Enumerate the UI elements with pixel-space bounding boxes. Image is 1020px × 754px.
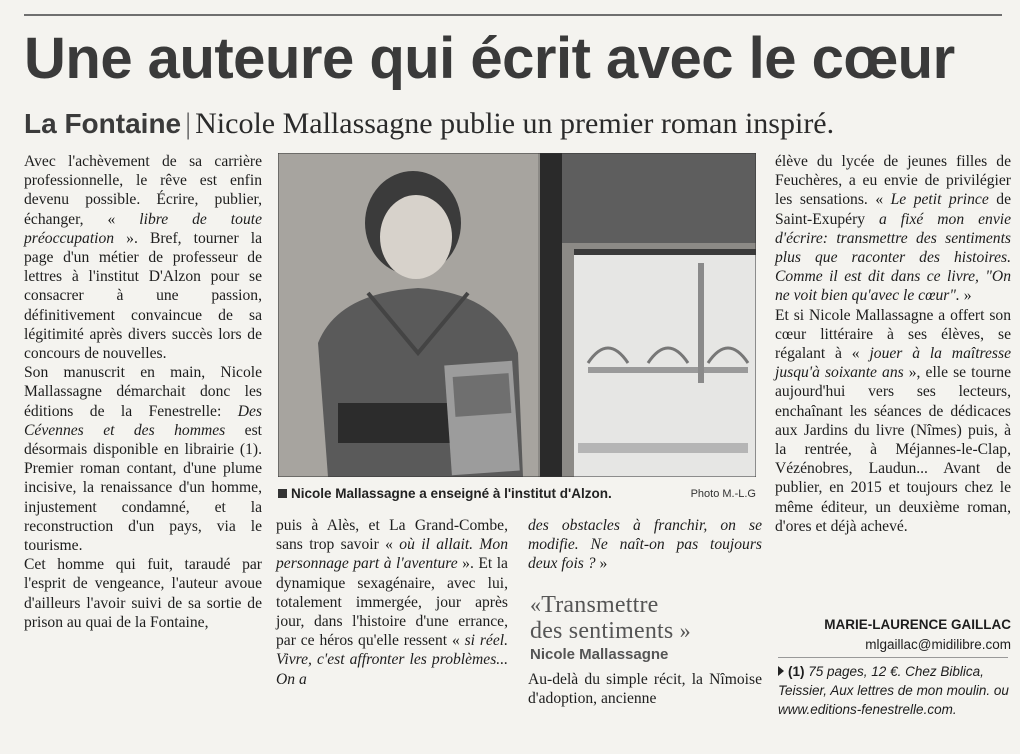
deck: Nicole Mallassagne publie un premier roman inspiré. <box>195 107 835 140</box>
headline: Une auteure qui écrit avec le cœur <box>24 26 955 91</box>
text-run: Son manuscrit en main, Nicole Mallassagne démarchait donc les éditions de la Fenestrelle: <box>24 364 262 420</box>
note-divider <box>778 657 1008 658</box>
paragraph: Cet homme qui fuit, taraudé par l'esprit de vengeance, l'auteur avoue d'ailleurs l'avoir suivi de sa sortie de prison au quai de la Fontaine, <box>24 556 262 631</box>
text-run: puis à Alès, et La Grand-Combe, sans trop savoir « <box>276 517 508 554</box>
text-run: » <box>595 555 608 573</box>
text-run: est désormais disponible en librairie (1). Premier roman contant, d'une plume incisive, la renaissance d'un homme, injustement condamné, et la reconstruction d'un pays, via le tourisme. <box>24 421 262 555</box>
quote-run: , on se modifie. Ne naît-on pas toujours deux fois ? <box>528 517 762 573</box>
pull-quote-line: Transmettre <box>541 592 659 618</box>
quote-run: jouer à la maîtresse jusqu'à soixante ans <box>775 345 1011 382</box>
column-1 <box>24 152 262 632</box>
paragraph <box>24 152 262 363</box>
paragraph <box>24 363 262 555</box>
photo-credit: Photo M.-L.G <box>690 488 756 500</box>
caption-bullet-icon <box>278 489 287 498</box>
book-title: Des Cévennes et des hommes <box>24 402 262 439</box>
paragraph <box>528 516 762 574</box>
pull-quote-line: des sentiments <box>530 618 674 644</box>
pull-quote-text <box>530 592 762 644</box>
paragraph <box>775 152 1011 306</box>
text-run: » <box>959 287 972 305</box>
book-title: Le petit prince <box>890 191 989 209</box>
pull-quote <box>530 592 762 663</box>
text-run: ». Et la dynamique sexagénaire, avec lui, totalement immergée, jour après jour, dans l'histoire d'une errance, par ce héros qu'elle ressent « <box>276 555 508 650</box>
quote-open-mark: « <box>530 592 542 617</box>
quote-run: libre de toute préoccupation <box>24 210 262 247</box>
pull-quote-attribution: Nicole Mallassagne <box>530 646 669 663</box>
text-run: Et si Nicole Mallassagne a offert son cœur littéraire à ses élèves, se régalant à « <box>775 306 1011 363</box>
footnote-text: 75 pages, 12 €. Chez Biblica, Teissier, Aux lettres de mon moulin. ou www.editions-fenestrelle.com. <box>778 664 1009 717</box>
author-photo <box>278 153 756 477</box>
kicker: La Fontaine <box>24 108 182 139</box>
paragraph: Au-delà du simple récit, la Nîmoise d'adoption, ancienne <box>528 670 762 707</box>
subhead <box>24 104 1014 144</box>
photo-illustration <box>278 153 756 477</box>
top-rule <box>24 14 1002 16</box>
photo-caption <box>278 483 756 505</box>
triangle-bullet-icon <box>778 666 784 676</box>
text-run: », elle se tourne aujourd'hui vers ses lecteurs, enchaînant les séances de dédicaces aux Jardins du livre (Nîmes) puis, à la rentrée, à Méjannes-le-Clap, Vézénobres, Laudun... Avant de publier, en 2015 et toujours chez le même éditeur, un deuxième roman, d'ores et déjà achevé. <box>775 364 1011 535</box>
kicker-separator: | <box>185 107 192 140</box>
text-run: Avec l'achèvement de sa carrière professionnelle, le rêve est enfin devenu possible. Écrire, publier, échanger, « <box>24 153 262 228</box>
column-2 <box>276 516 508 689</box>
paragraph <box>276 516 508 689</box>
quote-run: a fixé mon envie d'écrire: transmettre des sentiments plus que raconter des histoires. Comme il est dit dans ce livre, "On ne voit bien qu'avec le cœur". <box>775 210 1011 305</box>
text-run: ». Bref, tourner la page d'un métier de professeur de lettres à l'institut D'Alzon pour se consacrer à une passion, définitivement convaincue de sa légitimité après divers succès lors de concours de nouvelles. <box>24 229 262 363</box>
column-4 <box>775 152 1011 536</box>
paragraph <box>775 306 1011 536</box>
footnote <box>778 662 1014 719</box>
footnote-marker: (1) <box>788 664 805 679</box>
author-email-link[interactable]: mlgaillac@midilibre.com <box>865 637 1011 652</box>
quote-run: où il allait. Mon personnage part à l'aventure <box>276 536 508 573</box>
quote-close-mark: » <box>679 618 691 643</box>
text-run: de Saint-Exupéry <box>775 191 1011 228</box>
byline: MARIE-LAURENCE GAILLAC <box>824 617 1011 632</box>
quote-run: des obstacles à franchir <box>528 517 704 534</box>
text-run: élève du lycée de jeunes filles de Feuchères, a eu envie de privilégier les sensations. « <box>775 153 1011 209</box>
quote-run: si réel. Vivre, c'est affronter les problèmes... On a <box>276 632 508 688</box>
caption-text: Nicole Mallassagne a enseigné à l'institut d'Alzon. <box>291 486 612 501</box>
